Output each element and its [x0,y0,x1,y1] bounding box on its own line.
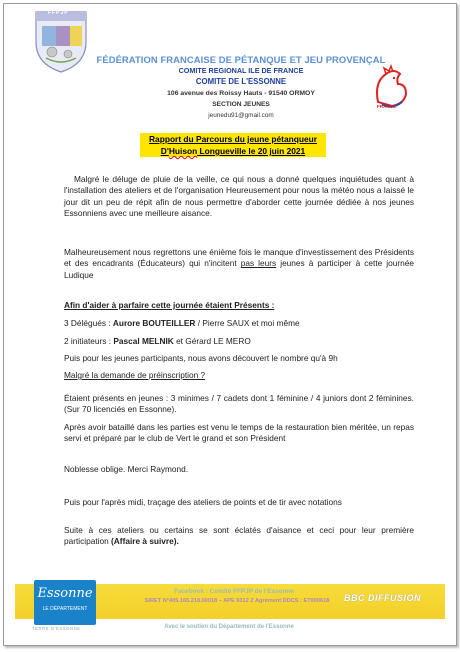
regret-underlined: pas leurs [240,258,277,269]
document-page [3,3,457,646]
initiateurs-name: Pascal MELNIK [113,336,174,346]
soutien-line: Avec le soutien du Département de l'Essonne [164,624,294,630]
report-title [140,133,326,157]
bbc-diffusion-logo: BBC DIFFUSION [344,593,421,603]
facebook-line: Facebook : Comité FFPJP de l'Essonne [174,588,294,595]
essonne-logo-script: Essonne [37,586,93,601]
initiateurs-prefix: 2 initiateurs : [64,336,114,346]
section-jeunes: SECTION JEUNES [212,101,270,108]
ffpjp-logo-text: FFPJP [48,10,69,16]
delegues-suffix: / Pierre SAUX et moi même [195,318,300,328]
rooster-logo-label: FRANCE [377,104,397,109]
presents-jeunes-paragraph: Étaient présents en jeunes : 3 minimes / 7 cadets dont 1 féminine / 4 juniors dont 2 féminines. (Sur 70 licenciés en Essonne). [64,393,414,415]
jeunes-line: Puis pour les jeunes participants, nous avons découvert le nombre qu'à 9h [64,353,338,363]
initiateurs-line [64,336,414,347]
preinscription-line: Malgré la demande de préinscription ? [64,370,206,380]
comite-regional: COMITE REGIONAL ILE DE FRANCE [178,66,304,75]
paragraph-regret [64,247,414,281]
address: 106 avenue des Roissy Hauts - 91540 ORMOY [167,90,315,97]
essonne-logo [34,580,96,625]
essonne-tagline: TERRE D'ESSONNE [32,626,81,631]
report-title-line1: Rapport du Parcours du jeune pétanqueur [149,134,317,144]
report-title-line2 [140,145,326,157]
apres-midi-line: Puis pour l'après midi, traçage des ateliers de points et de tir avec notations [64,497,342,507]
siret-line: SIRET N°405.165.218.00018 – APE 9312 Z Agrément DDCS : ET000618 [144,598,330,604]
presents-heading: Afin d'aider à parfaire cette journée étaient Présents : [64,300,275,310]
noblesse-line: Noblesse oblige. Merci Raymond. [64,464,189,474]
delegues-line [64,318,414,329]
suite-start: Suite à ces ateliers ou certains se sont éclatés d'aisance et ceci pour leur première participation [64,525,414,547]
ffpjp-logo [32,8,90,74]
regret-end: jeunes à participer à cette journée Ludique [64,258,414,280]
email-address: jeunedu91@gmail.com [208,112,274,119]
repas-paragraph: Après avoir bataillé dans les parties est venu le temps de la restauration bien méritée, un repas servi et préparé par le club de Vert le grand et son Président [64,422,414,444]
title-prefix: D' [160,146,169,156]
suite-paragraph [64,525,414,548]
initiateurs-suffix: et Gérard LE MERO [173,336,251,346]
paragraph-weather: Malgré le déluge de pluie de la veille, ce qui nous a donné quelques inquiétudes quant à l'installation des ateliers et de l'organisation Heureusement pour nous la météo nous a laissé le jour dit un peu de répit afin de nous permettre d'aborder cette journée dédiée à nos jeunes Essonniens avec une meilleure aisance. [64,174,414,219]
regret-start: Malheureusement nous regrettons une énième fois le manque d'investissement des Présidents et des encadrants (Éducateurs) qui n'incitent [64,247,414,269]
title-suffix: Longueville le 20 juin 2021 [197,146,306,156]
delegues-name: Aurore BOUTEILLER [112,318,196,328]
comite-essonne: COMITE DE L'ESSONNE [195,77,287,86]
federation-name: FÉDÉRATION FRANCAISE DE PÉTANQUE ET JEU PROVENÇAL [96,54,386,65]
essonne-logo-departement: LE DÉPARTEMENT [42,606,88,612]
suite-bold: (Affaire à suivre). [111,536,179,547]
title-place: Huison [168,146,198,156]
delegues-prefix: 3 Délégués : [64,318,113,328]
